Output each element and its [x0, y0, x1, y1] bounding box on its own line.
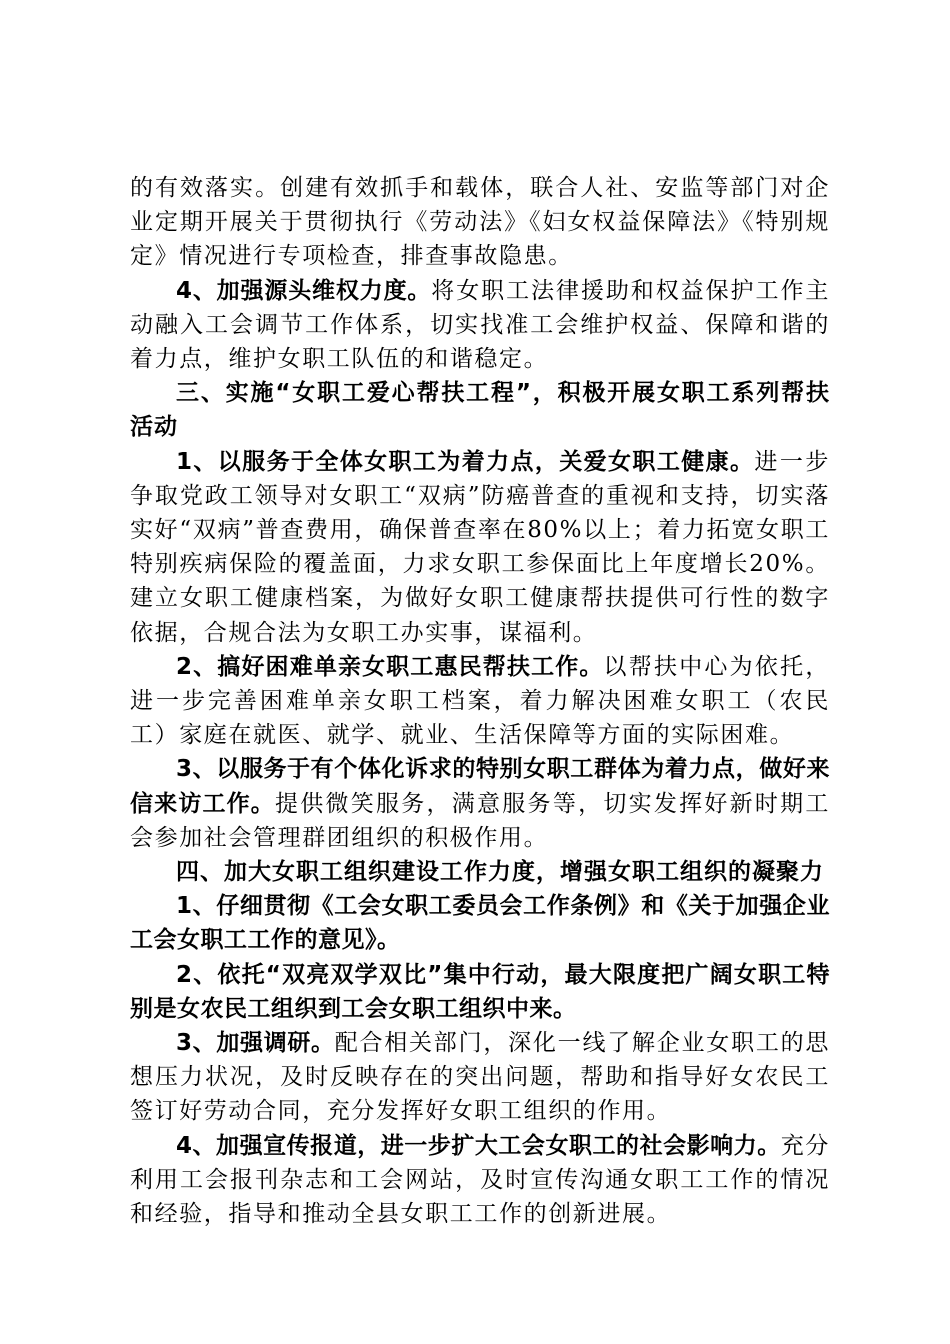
paragraph-text: 以帮扶中心为依托，进一步完善困难单亲女职工档案，着力解决困难女职工（农民工）家庭在就医、就学、就业、生活保障等方面的实际困难。	[130, 653, 830, 749]
paragraph-lead: 4、加强宣传报道，进一步扩大工会女职工的社会影响力。	[176, 1132, 781, 1159]
paragraph-text: 的有效落实。创建有效抓手和载体，联合人社、安监等部门对企业定期开展关于贯彻执行《劳动法》《妇女权益保障法》《特别规定》情况进行专项检查，排查事故隐患。	[130, 175, 830, 270]
paragraph-publicity	[130, 1129, 830, 1232]
paragraph-text: 充分利用工会报刊杂志和工会网站，及时宣传沟通女职工工作的情况和经验，指导和推动全县女职工工作的创新进展。	[130, 1132, 830, 1228]
paragraph-text: 将女职工法律援助和权益保护工作主动融入工会调节工作体系，切实找准工会维护权益、保障和谐的着力点，维护女职工队伍的和谐稳定。	[130, 277, 830, 373]
paragraph-health-care	[130, 445, 830, 650]
section-heading-four: 四、加大女职工组织建设工作力度，增强女职工组织的凝聚力	[176, 859, 824, 886]
paragraph-lead: 3、以服务于有个体化诉求的特别女职工群体为着力点，做好来信来访工作。	[130, 756, 830, 817]
paragraph-lead: 4、加强源头维权力度。	[176, 277, 432, 304]
paragraph-regulations: 1、仔细贯彻《工会女职工委员会工作条例》和《关于加强企业工会女职工工作的意见》。	[130, 893, 830, 954]
paragraph-text: 进一步争取党政工领导对女职工“双病”防癌普查的重视和支持，切实落实好“双病”普查费用，确保普查率在80%以上；着力拓宽女职工特别疾病保险的覆盖面，力求女职工参保面比上年度增长20%。建立女职工健康档案，为做好女职工健康帮扶提供可行性的数字依据，合规合法为女职工办实事，谋福利。	[130, 448, 830, 646]
section-heading-three: 三、实施“女职工爱心帮扶工程”，积极开展女职工系列帮扶活动	[130, 380, 830, 441]
paragraph-lead: 3、加强调研。	[176, 1030, 335, 1057]
document-body	[130, 171, 830, 1231]
paragraph-continuation	[130, 171, 830, 274]
paragraph-source-rights	[130, 274, 830, 377]
paragraph-text: 提供微笑服务，满意服务等，切实发挥好新时期工会参加社会管理群团组织的积极作用。	[130, 790, 831, 851]
paragraph-lead: 1、以服务于全体女职工为着力点，关爱女职工健康。	[176, 448, 755, 475]
paragraph-campaign: 2、依托“双亮双学双比”集中行动，最大限度把广阔女职工特别是女农民工组织到工会女职工组织中来。	[130, 961, 830, 1022]
paragraph-single-parent-aid	[130, 650, 830, 753]
paragraph-research	[130, 1026, 830, 1129]
paragraph-text: 配合相关部门，深化一线了解企业女职工的思想压力状况，及时反映存在的突出问题，帮助和指导好女农民工签订好劳动合同，充分发挥好女职工组织的作用。	[130, 1030, 830, 1125]
paragraph-letters-visits	[130, 752, 830, 855]
paragraph-lead: 2、搞好困难单亲女职工惠民帮扶工作。	[176, 653, 604, 680]
